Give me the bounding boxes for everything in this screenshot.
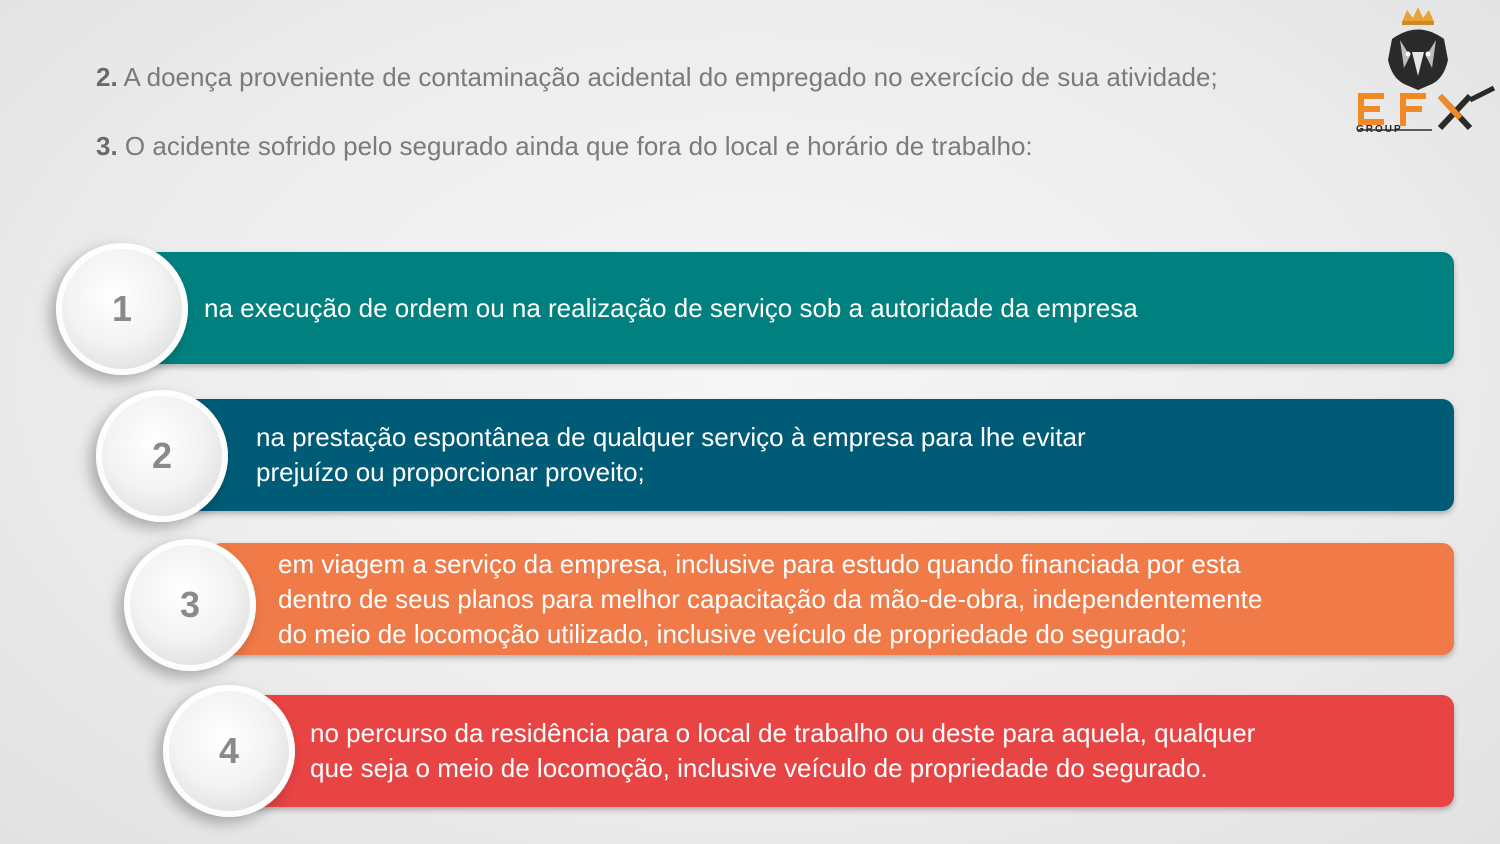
step-4-circle xyxy=(163,685,295,817)
step-3-bar xyxy=(210,543,1454,655)
step-2-bar xyxy=(180,399,1454,511)
step-1-text: na execução de ordem ou na realização de serviço sob a autoridade da empresa xyxy=(204,292,1138,323)
intro-item-3-number: 3. xyxy=(96,131,118,161)
intro-item-3-text: O acidente sofrido pelo segurado ainda que fora do local e horário de trabalho: xyxy=(117,131,1033,161)
step-2-circle xyxy=(96,390,228,522)
logo-sub-text: GROUP xyxy=(1356,124,1403,135)
lion-crown-icon xyxy=(1352,4,1498,136)
step-4-text: no percurso da residência para o local de trabalho ou deste para aquela, qualquer que seja o meio de locomoção, inclusive veículo de propriedade do segurado. xyxy=(310,718,1256,783)
step-2-number: 2 xyxy=(151,435,173,476)
intro-item-2 xyxy=(96,62,1218,93)
step-1-circle xyxy=(56,243,188,375)
step-4-number: 4 xyxy=(218,730,240,771)
step-1-bar xyxy=(140,252,1454,364)
intro-item-2-number: 2. xyxy=(96,62,118,92)
step-3-number: 3 xyxy=(179,584,201,625)
step-3-circle xyxy=(124,539,256,671)
intro-item-2-text: A doença proveniente de contaminação acidental do empregado no exercício de sua atividade; xyxy=(117,62,1218,92)
efx-group-logo xyxy=(1352,4,1498,136)
step-2-text: na prestação espontânea de qualquer serviço à empresa para lhe evitar prejuízo ou proporcionar proveito; xyxy=(256,422,1086,487)
step-3-text: em viagem a serviço da empresa, inclusive para estudo quando financiada por esta dentro de seus planos para melhor capacitação da mão-de-obra, independentemente do meio de locomoção utilizado, inclusive veículo de propriedade do segurado; xyxy=(278,548,1263,649)
step-4-bar xyxy=(246,695,1454,807)
step-1-number: 1 xyxy=(111,288,133,329)
intro-item-3 xyxy=(96,131,1033,162)
